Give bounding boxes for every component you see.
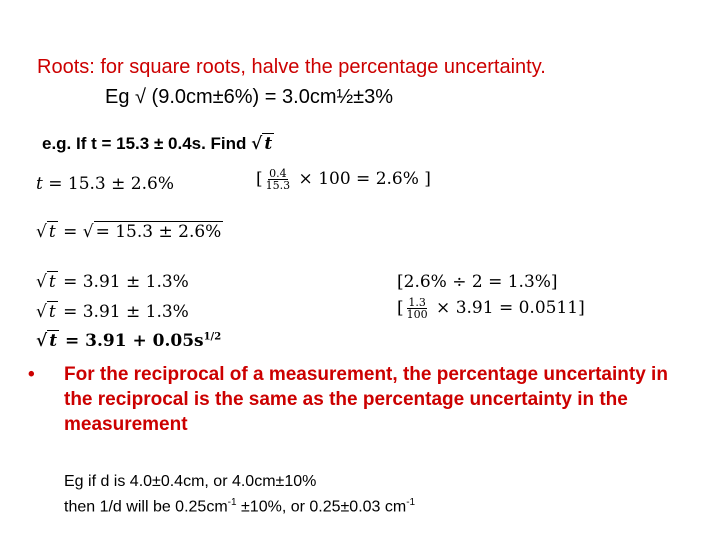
equation-row-1: t = 15.3 ± 2.6% — [36, 174, 174, 194]
fraction: $\frac{0.4}{15.3}$ — [265, 167, 291, 192]
equation-row-2: √ t = √ = 15.3 ± 2.6% — [36, 222, 222, 242]
rule-heading: Roots: for square roots, halve the percentage uncertainty. — [37, 56, 546, 78]
fraction: $\frac{1.3}{100}$ — [406, 296, 428, 321]
equation-row-4: √ t = 3.91 ± 1.3% — [36, 302, 189, 322]
equation-row-5: √ $t = 3.91 + 0.05s^{1/2}$ — [36, 331, 222, 351]
reciprocal-example-line-1: Eg if d is 4.0±0.4cm, or 4.0cm±10% — [64, 473, 317, 490]
calc-row-2: [2.6% ÷ 2 = 1.3%] — [397, 272, 558, 292]
example-prompt-text: e.g. If t = 15.3 ± 0.4s. Find — [42, 134, 252, 153]
reciprocal-rule — [28, 362, 688, 437]
sqrt-symbol: √ t — [251, 134, 273, 154]
calc-row-3: [ $\frac{1.3}{100}$ × 3.91 = 0.0511] — [397, 296, 585, 321]
equation-row-3: √ t = 3.91 ± 1.3% — [36, 272, 189, 292]
example-prompt — [42, 134, 274, 154]
reciprocal-example-line-2: then 1/d will be $0.25cm^{-1} \pm 10\%$, or 0.25±0.03 $cm^{-1}$ — [64, 497, 416, 516]
calc-row-1: [ $\frac{0.4}{15.3}$ × 100 = 2.6% ] — [256, 167, 431, 192]
bullet-icon: • — [28, 364, 35, 385]
rule-example: Eg √ (9.0cm±6%) = 3.0cm½±3% — [105, 86, 394, 108]
reciprocal-rule-text: For the reciprocal of a measurement, the percentage uncertainty in the reciprocal is the same as the percentage uncertainty in the measurement — [64, 364, 668, 435]
